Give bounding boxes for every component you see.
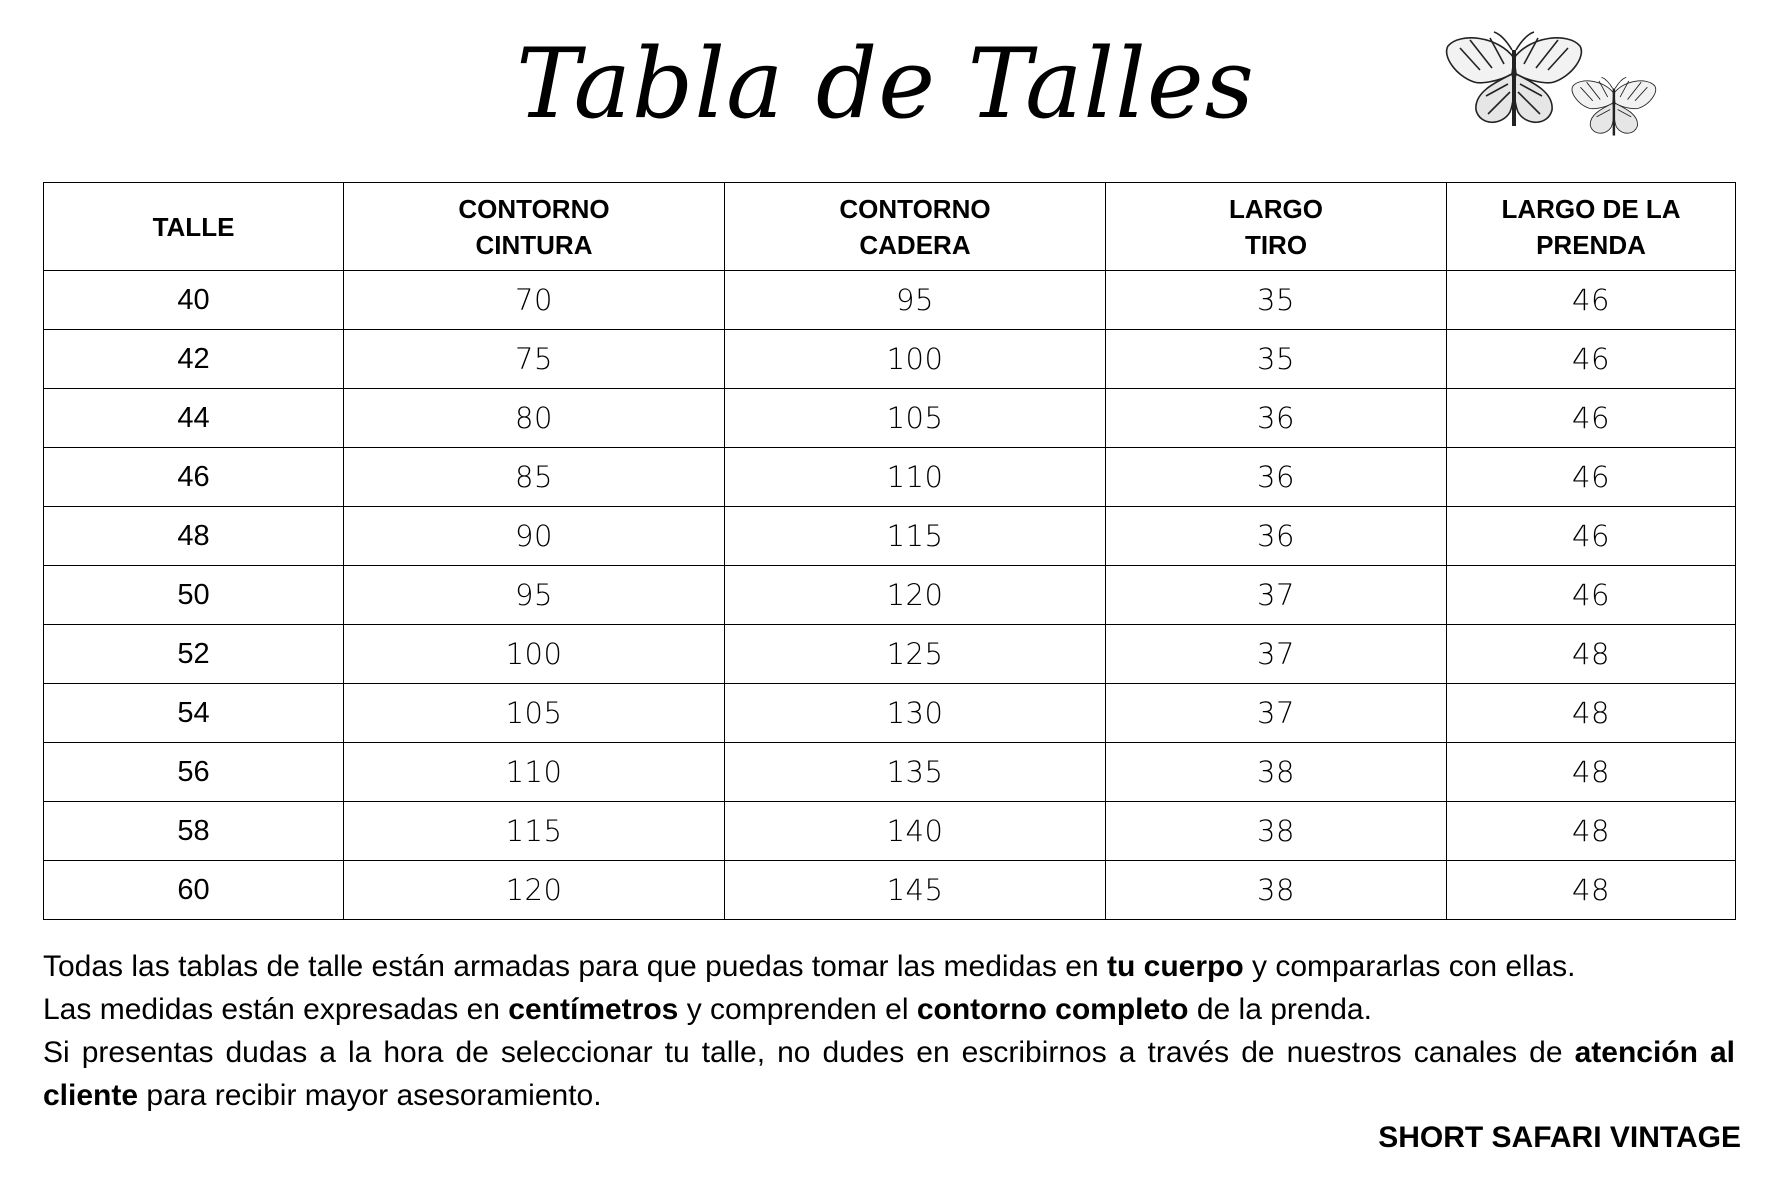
measure-cell: 120 <box>344 861 725 920</box>
measure-cell: 48 <box>1447 684 1736 743</box>
measure-cell: 105 <box>344 684 725 743</box>
table-row <box>44 330 1736 389</box>
size-table <box>43 182 1736 920</box>
page-title: Tabla de Talles <box>516 28 1255 140</box>
measure-cell: 35 <box>1106 330 1447 389</box>
measure-cell: 48 <box>1447 743 1736 802</box>
table-row <box>44 389 1736 448</box>
measure-cell: 48 <box>1447 625 1736 684</box>
measure-cell: 36 <box>1106 507 1447 566</box>
size-cell: 42 <box>44 330 344 389</box>
size-cell: 50 <box>44 566 344 625</box>
measure-cell: 100 <box>725 330 1106 389</box>
header-line: TIRO <box>1244 229 1308 260</box>
measure-cell: 140 <box>725 802 1106 861</box>
measure-cell: 145 <box>725 861 1106 920</box>
measure-cell: 37 <box>1106 625 1447 684</box>
measure-cell: 85 <box>344 448 725 507</box>
header-contorno-cadera <box>725 183 1106 271</box>
note-emphasis: centímetros <box>508 993 679 1026</box>
size-cell: 52 <box>44 625 344 684</box>
table-row <box>44 684 1736 743</box>
note-line <box>43 988 1735 1031</box>
header-line: CONTORNO <box>839 193 991 224</box>
size-cell: 48 <box>44 507 344 566</box>
table-header-row <box>44 183 1736 271</box>
measure-cell: 95 <box>725 271 1106 330</box>
measure-cell: 48 <box>1447 861 1736 920</box>
measure-cell: 100 <box>344 625 725 684</box>
measure-cell: 37 <box>1106 684 1447 743</box>
measure-cell: 36 <box>1106 448 1447 507</box>
measure-cell: 36 <box>1106 389 1447 448</box>
note-emphasis: tu cuerpo <box>1106 950 1244 983</box>
measure-cell: 46 <box>1447 448 1736 507</box>
header-largo-tiro <box>1106 183 1447 271</box>
note-text: de la prenda. <box>1188 993 1372 1026</box>
measure-cell: 37 <box>1106 566 1447 625</box>
measure-cell: 38 <box>1106 743 1447 802</box>
table-row <box>44 448 1736 507</box>
table-row <box>44 566 1736 625</box>
table-row <box>44 625 1736 684</box>
header-talle <box>44 183 344 271</box>
note-text: para recibir mayor asesoramiento. <box>138 1079 602 1112</box>
note-emphasis: contorno completo <box>916 993 1189 1026</box>
table-row <box>44 507 1736 566</box>
header-line: LARGO DE LA <box>1501 193 1681 224</box>
butterfly-icon <box>1447 32 1582 126</box>
measure-cell: 75 <box>344 330 725 389</box>
brand-name: SHORT SAFARI VINTAGE <box>1378 1121 1741 1154</box>
measure-cell: 125 <box>725 625 1106 684</box>
header-line: CONTORNO <box>458 193 610 224</box>
table-body <box>44 271 1736 920</box>
note-text: Si presentas dudas a la hora de seleccionar tu talle, no dudes en escribirnos a través de nuestros canales de <box>43 1036 1575 1069</box>
measure-cell: 35 <box>1106 271 1447 330</box>
table-row <box>44 861 1736 920</box>
measure-cell: 48 <box>1447 802 1736 861</box>
measure-cell: 46 <box>1447 389 1736 448</box>
measure-cell: 115 <box>344 802 725 861</box>
note-emphasis: atención al cliente <box>43 1036 1735 1112</box>
note-line <box>43 945 1735 988</box>
measure-cell: 110 <box>725 448 1106 507</box>
size-notes <box>43 945 1735 1117</box>
measure-cell: 38 <box>1106 802 1447 861</box>
measure-cell: 110 <box>344 743 725 802</box>
measure-cell: 95 <box>344 566 725 625</box>
note-text: Las medidas están expresadas en <box>43 993 509 1026</box>
measure-cell: 46 <box>1447 566 1736 625</box>
header-line: LARGO <box>1229 193 1323 224</box>
note-line <box>43 1031 1735 1117</box>
measure-cell: 120 <box>725 566 1106 625</box>
header-line: CADERA <box>859 229 971 260</box>
measure-cell: 70 <box>344 271 725 330</box>
table-row <box>44 802 1736 861</box>
measure-cell: 105 <box>725 389 1106 448</box>
measure-cell: 135 <box>725 743 1106 802</box>
size-cell: 40 <box>44 271 344 330</box>
size-cell: 60 <box>44 861 344 920</box>
header-contorno-cintura <box>344 183 725 271</box>
measure-cell: 46 <box>1447 507 1736 566</box>
measure-cell: 38 <box>1106 861 1447 920</box>
measure-cell: 46 <box>1447 271 1736 330</box>
measure-cell: 90 <box>344 507 725 566</box>
butterfly-icon <box>1572 77 1656 135</box>
note-text: y comprenden el <box>678 993 917 1026</box>
header-line: TALLE <box>152 211 235 242</box>
measure-cell: 80 <box>344 389 725 448</box>
header-largo-prenda <box>1447 183 1736 271</box>
note-text: Todas las tablas de talle están armadas para que puedas tomar las medidas en <box>43 950 1107 983</box>
size-cell: 44 <box>44 389 344 448</box>
note-text: y compararlas con ellas. <box>1243 950 1576 983</box>
size-cell: 58 <box>44 802 344 861</box>
measure-cell: 46 <box>1447 330 1736 389</box>
measure-cell: 115 <box>725 507 1106 566</box>
header-line: CINTURA <box>475 229 593 260</box>
size-cell: 54 <box>44 684 344 743</box>
size-cell: 46 <box>44 448 344 507</box>
table-row <box>44 271 1736 330</box>
measure-cell: 130 <box>725 684 1106 743</box>
table-row <box>44 743 1736 802</box>
butterflies-decoration <box>1440 30 1700 160</box>
header-line: PRENDA <box>1536 229 1646 260</box>
size-cell: 56 <box>44 743 344 802</box>
